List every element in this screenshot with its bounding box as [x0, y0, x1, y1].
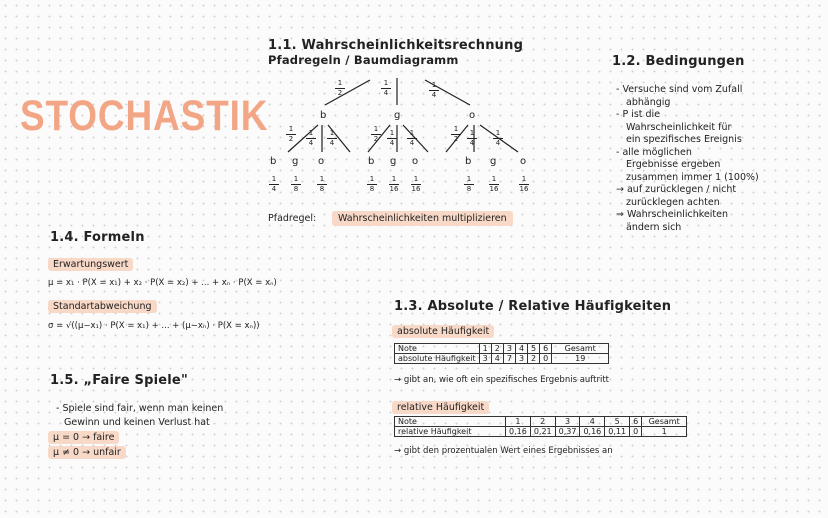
leaf-prob-bb: 1 4 [266, 176, 282, 193]
list-item: abhängig [626, 96, 671, 108]
branch3-edge-prob-b: 1 2 [448, 126, 464, 143]
table-cell: 1 [642, 427, 687, 437]
table-cell: Note [395, 344, 480, 354]
table-cell: Gesamt [642, 417, 687, 427]
table-cell: 4 [580, 417, 605, 427]
table-cell: 1 [506, 417, 531, 427]
relative-haeufigkeit-label: relative Häufigkeit [392, 401, 489, 414]
table-cell: 19 [552, 354, 609, 364]
list-item: ⇒ Wahrscheinlichkeiten [616, 209, 728, 220]
leaf-prob-gg: 1 16 [389, 175, 399, 193]
section-heading-faire-spiele: 1.5. „Faire Spiele" [50, 373, 188, 388]
table-row [395, 427, 687, 437]
table-cell: 3 [555, 417, 580, 427]
absolute-haeufigkeit-note: → gibt an, wie oft ein spezifisches Ergebnis auftritt [394, 375, 610, 385]
tree-node-b: b [320, 110, 327, 121]
branch2-edge-prob-o: 1 4 [404, 130, 420, 147]
leaf-o-g: g [490, 156, 497, 167]
leaf-prob-ob: 1 8 [461, 176, 477, 193]
fair-condition: μ = 0 → faire [48, 431, 119, 444]
table-cell: 0 [540, 354, 552, 364]
table-row [395, 417, 687, 427]
edge-prob-g: 1 4 [378, 80, 394, 97]
branch1-edge-prob-g: 1 4 [303, 130, 319, 147]
leaf-g-b: b [368, 156, 375, 167]
list-item: - P ist die [616, 109, 661, 120]
table-cell: 5 [605, 417, 630, 427]
leaf-prob-oo: 1 16 [519, 175, 529, 193]
table-row [395, 354, 609, 364]
list-item: zusammen immer 1 (100%) [626, 171, 759, 183]
branch2-edge-prob-b: 1 2 [368, 126, 384, 143]
list-item: zurücklegen achten [626, 196, 720, 208]
edge-prob-b: 1 2 [332, 80, 348, 97]
table-cell: 3 [515, 354, 527, 364]
table-cell: absolute Häufigkeit [395, 354, 480, 364]
leaf-o-b: b [465, 156, 472, 167]
list-item: ändern sich [626, 221, 682, 233]
relative-haeufigkeit-note: → gibt den prozentualen Wert eines Ergebnisses an [394, 446, 613, 456]
absolute-haeufigkeit-label: absolute Häufigkeit [392, 325, 494, 338]
table-cell: 1 [479, 344, 491, 354]
list-item: ein spezifisches Ereignis [626, 134, 742, 145]
faire-spiele-line2: Gewinn und keinen Verlust hat [64, 417, 210, 428]
section-heading-formeln: 1.4. Formeln [50, 230, 145, 245]
leaf-b-b: b [270, 156, 277, 167]
branch3-edge-prob-g: 1 4 [464, 130, 480, 147]
table-cell: relative Häufigkeit [395, 427, 506, 437]
list-item: - alle möglichen [616, 146, 692, 158]
table-cell: 0 [630, 427, 642, 437]
leaf-g-o: o [412, 156, 419, 167]
table-cell: 2 [528, 354, 540, 364]
leaf-prob-og: 1 16 [489, 175, 499, 193]
table-cell: 2 [530, 417, 555, 427]
table-cell: 0,37 [555, 427, 580, 437]
leaf-o-o: o [520, 156, 527, 167]
standardabweichung-formula: σ = √((μ−x₁) · P(X = x₁) + ... + (μ−xₙ) · P(X = xₙ)) [48, 321, 260, 331]
branch3-edge-prob-o: 1 4 [490, 130, 506, 147]
list-item: Wahrscheinlichkeit für [626, 121, 732, 133]
leaf-prob-go: 1 16 [411, 175, 421, 193]
table-cell: 6 [540, 344, 552, 354]
table-cell: 6 [630, 417, 642, 427]
unfair-condition: μ ≠ 0 → unfair [48, 446, 126, 459]
branch2-edge-prob-g: 1 4 [384, 130, 400, 147]
erwartungswert-label: Erwartungswert [48, 258, 133, 271]
tree-node-g: g [394, 110, 401, 121]
rule-text: Wahrscheinlichkeiten multiplizieren [332, 211, 513, 226]
table-cell: 0,11 [605, 427, 630, 437]
branch1-edge-prob-b: 1 2 [283, 126, 299, 143]
section-heading-bedingungen: 1.2. Bedingungen [612, 54, 745, 69]
table-cell: 3 [479, 354, 491, 364]
list-item: Ergebnisse ergeben [626, 159, 721, 170]
leaf-prob-bo: 1 8 [314, 176, 330, 193]
table-cell: 0,16 [580, 427, 605, 437]
relative-frequency-table [394, 416, 687, 437]
absolute-frequency-table [394, 343, 609, 364]
leaf-b-g: g [292, 156, 299, 167]
faire-spiele-line1: - Spiele sind fair, wenn man keinen [56, 403, 224, 414]
table-cell: 5 [528, 344, 540, 354]
table-cell: 4 [515, 344, 527, 354]
list-item: → auf zurücklegen / nicht [616, 184, 737, 195]
rule-label: Pfadregel: [268, 213, 317, 224]
table-cell: 2 [491, 344, 503, 354]
edge-prob-o: 1 4 [426, 82, 442, 99]
section-subheading-baumdiagramm: Pfadregeln / Baumdiagramm [268, 53, 459, 67]
page-title: STOCHASTIK [20, 92, 269, 140]
leaf-prob-gb: 1 8 [364, 176, 380, 193]
table-cell: 0,21 [530, 427, 555, 437]
table-cell: Gesamt [552, 344, 609, 354]
bedingungen-list [616, 84, 759, 234]
leaf-b-o: o [318, 156, 325, 167]
tree-node-o: o [469, 110, 476, 121]
erwartungswert-formula: μ = x₁ · P(X = x₁) + x₂ · P(X = x₂) + ... + xₙ · P(X = xₙ) [48, 278, 277, 288]
list-item: - Versuche sind vom Zufall [616, 84, 743, 95]
table-cell: Note [395, 417, 506, 427]
table-cell: 7 [503, 354, 515, 364]
section-heading-haeufigkeiten: 1.3. Absolute / Relative Häufigkeiten [394, 299, 672, 314]
branch1-edge-prob-o: 1 4 [324, 130, 340, 147]
table-cell: 0,16 [506, 427, 531, 437]
table-cell: 3 [503, 344, 515, 354]
section-heading-wahrscheinlichkeitsrechnung: 1.1. Wahrscheinlichkeitsrechnung [268, 38, 524, 53]
leaf-prob-bg: 1 8 [288, 176, 304, 193]
standardabweichung-label: Standartabweichung [48, 300, 157, 313]
table-cell: 4 [491, 354, 503, 364]
table-row [395, 344, 609, 354]
leaf-g-g: g [390, 156, 397, 167]
